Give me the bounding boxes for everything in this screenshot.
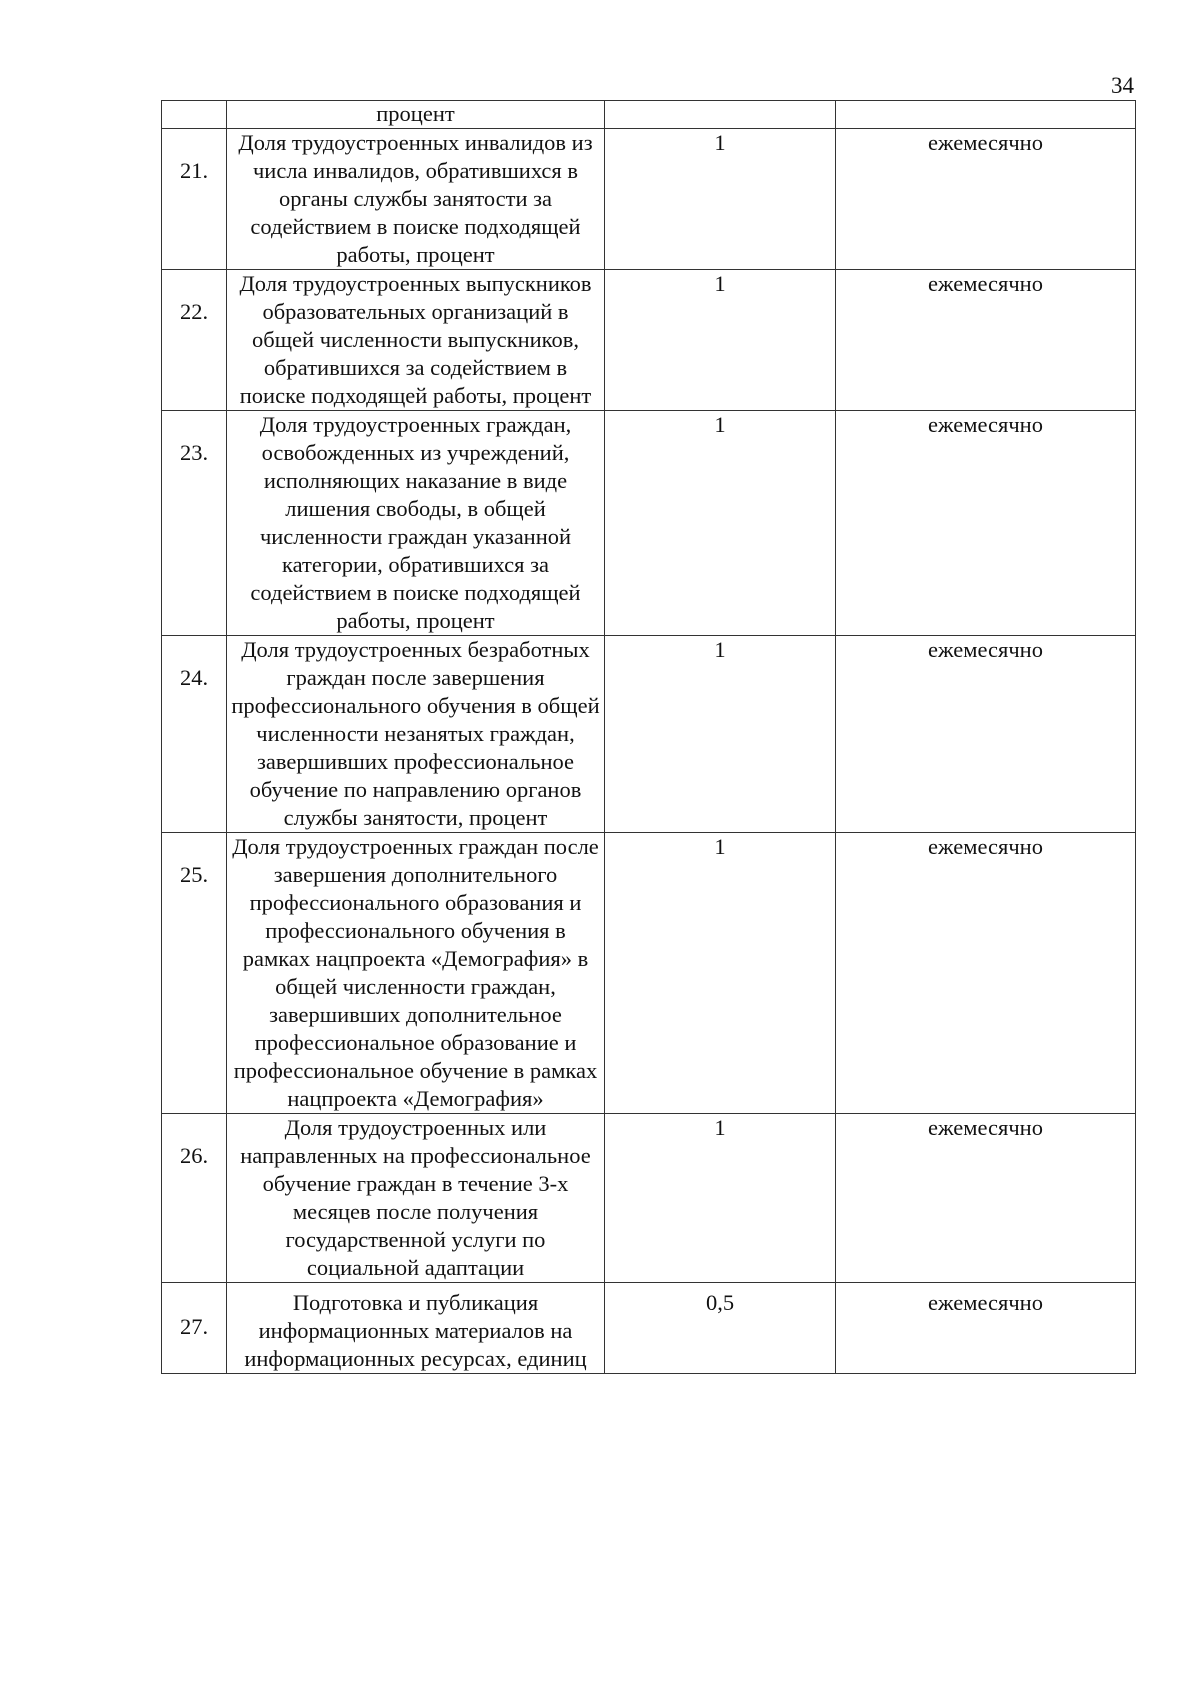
- page-number: 34: [1111, 73, 1134, 98]
- table-row: [162, 1283, 1136, 1374]
- continuation-cell: процент: [227, 101, 605, 129]
- indicator-value: 1: [605, 636, 836, 833]
- indicator-frequency: ежемесячно: [836, 1283, 1136, 1374]
- indicator-value: 1: [605, 1114, 836, 1283]
- indicator-frequency: ежемесячно: [836, 833, 1136, 1114]
- indicator-value: 0,5: [605, 1283, 836, 1374]
- indicators-table: [161, 100, 1136, 1374]
- indicator-name: Доля трудоустроенных граждан после завершения дополнительного профессионального образования и профессионального обучения в рамках нацпроекта «Демография» в общей численности граждан, завершивших дополнительное профессиональное образование и профессиональное обучение в рамках нацпроекта «Демография»: [227, 833, 605, 1114]
- row-number: 24.: [162, 636, 227, 833]
- indicator-frequency: ежемесячно: [836, 129, 1136, 270]
- indicator-name: Подготовка и публикация информационных материалов на информационных ресурсах, единиц: [227, 1283, 605, 1374]
- indicator-name: Доля трудоустроенных граждан, освобожденных из учреждений, исполняющих наказание в виде лишения свободы, в общей численности граждан указанной категории, обратившихся за содействием в поиске подходящей работы, процент: [227, 411, 605, 636]
- indicator-frequency: ежемесячно: [836, 270, 1136, 411]
- indicator-frequency: ежемесячно: [836, 636, 1136, 833]
- table-row: [162, 1114, 1136, 1283]
- indicator-value: 1: [605, 129, 836, 270]
- table-row-continuation: [162, 101, 1136, 129]
- table-row: [162, 833, 1136, 1114]
- indicator-value: 1: [605, 833, 836, 1114]
- value-cell: [605, 101, 836, 129]
- frequency-cell: [836, 101, 1136, 129]
- row-number: 26.: [162, 1114, 227, 1283]
- indicator-frequency: ежемесячно: [836, 411, 1136, 636]
- row-number: 22.: [162, 270, 227, 411]
- row-number: 27.: [162, 1283, 227, 1374]
- indicator-frequency: ежемесячно: [836, 1114, 1136, 1283]
- indicator-value: 1: [605, 411, 836, 636]
- indicator-name: Доля трудоустроенных инвалидов из числа инвалидов, обратившихся в органы службы занятости за содействием в поиске подходящей работы, процент: [227, 129, 605, 270]
- indicator-value: 1: [605, 270, 836, 411]
- table-row: [162, 270, 1136, 411]
- table-row: [162, 636, 1136, 833]
- indicator-name: Доля трудоустроенных безработных граждан после завершения профессионального обучения в общей численности незанятых граждан, завершивших профессиональное обучение по направлению органов службы занятости, процент: [227, 636, 605, 833]
- num-cell: [162, 101, 227, 129]
- indicator-name: Доля трудоустроенных выпускников образовательных организаций в общей численности выпускников, обратившихся за содействием в поиске подходящей работы, процент: [227, 270, 605, 411]
- row-number: 23.: [162, 411, 227, 636]
- table-row: [162, 129, 1136, 270]
- row-number: 21.: [162, 129, 227, 270]
- table-row: [162, 411, 1136, 636]
- indicator-name: Доля трудоустроенных или направленных на профессиональное обучение граждан в течение 3-х месяцев после получения государственной услуги по социальной адаптации: [227, 1114, 605, 1283]
- row-number: 25.: [162, 833, 227, 1114]
